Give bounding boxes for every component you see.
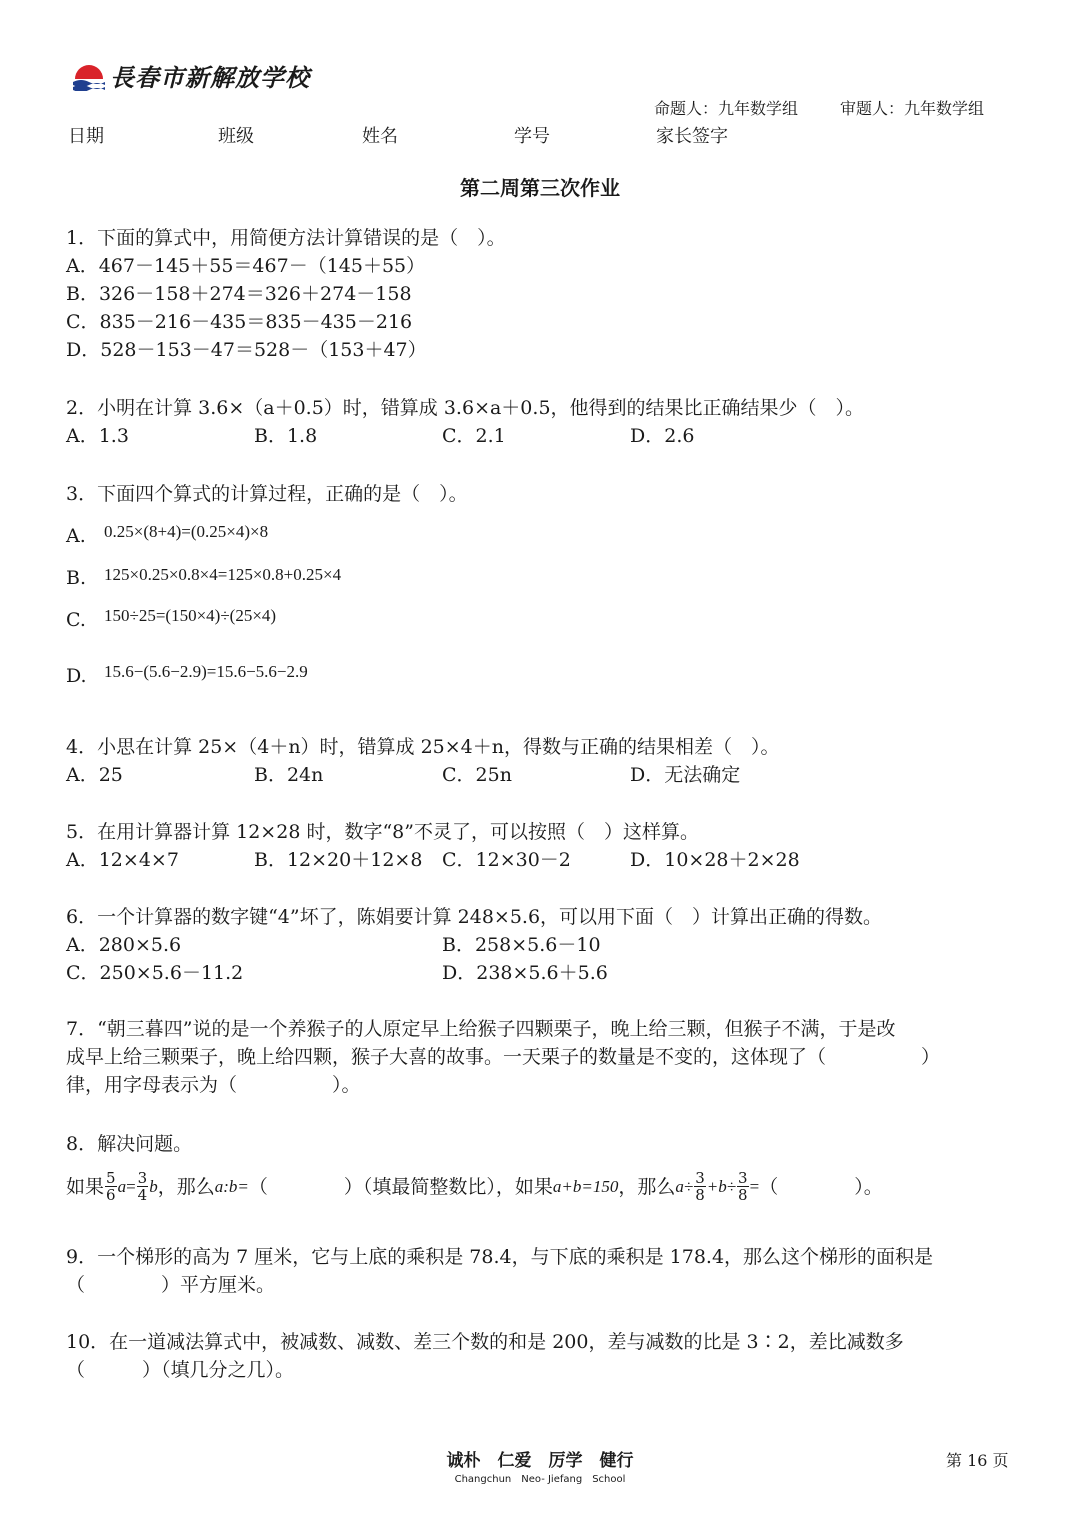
page-title: 第二周第三次作业 <box>460 176 620 200</box>
q3-stem: 3．下面四个算式的计算过程，正确的是（ ）。 <box>66 483 468 505</box>
q4-option-b: B．24n <box>254 764 324 786</box>
q10-line-2: （ ）（填几分之几）。 <box>66 1359 295 1381</box>
q6-stem: 6．一个计算器的数字键“4”坏了，陈娟要计算 248×5.6，可以用下面（ ）计算出正确的得数。 <box>66 906 883 928</box>
q2-option-b: B．1.8 <box>254 425 318 447</box>
q3-letter-b: B. <box>66 567 87 589</box>
q8-f4-num: 3 <box>738 1169 748 1187</box>
q1-option-d: D．528－153－47＝528－（153＋47） <box>66 339 427 361</box>
q8-equals-2: = <box>749 1176 760 1196</box>
q3-formula-b: 125×0.25×0.8×4=125×0.8+0.25×4 <box>104 565 342 584</box>
q8-fraction-5-6 <box>105 1170 117 1203</box>
page-number: 第 16 页 <box>946 1451 1009 1470</box>
q3-letter-a: A. <box>66 525 86 547</box>
q8-var-b: b <box>149 1176 158 1196</box>
q8-fraction-3-4 <box>137 1170 149 1203</box>
q8-blank-1: （ ）（填最简整数比），如果 <box>248 1175 553 1198</box>
q9-line-2: （ ）平方厘米。 <box>66 1274 276 1296</box>
q2-option-c: C．2.1 <box>442 425 506 447</box>
footer-motto: 诚朴 仁爱 厉学 健行 <box>446 1451 634 1471</box>
q6-option-c: C．250×5.6－11.2 <box>66 962 244 984</box>
q8-f4-den: 8 <box>738 1186 748 1204</box>
q5-option-b: B．12×20＋12×8 <box>254 849 423 871</box>
q8-div-b: +b÷ <box>706 1176 737 1196</box>
q3-formula-c: 150÷25=(150×4)÷(25×4) <box>104 606 277 625</box>
q8-f1-num: 5 <box>106 1169 116 1187</box>
q2-option-d: D．2.6 <box>630 425 695 447</box>
q8-f3-den: 8 <box>695 1186 705 1204</box>
q10-line-1: 10．在一道减法算式中，被减数、减数、差三个数的和是 200，差与减数的比是 3∶2，差比减数多 <box>66 1331 904 1353</box>
q9-line-1: 9．一个梯形的高为 7 厘米，它与上底的乘积是 78.4，与下底的乘积是 178.4，那么这个梯形的面积是 <box>66 1246 934 1268</box>
q8-body <box>66 1170 883 1203</box>
q1-option-a: A．467－145＋55＝467－（145＋55） <box>66 255 426 277</box>
q1-stem: 1．下面的算式中，用简便方法计算错误的是（ ）。 <box>66 227 506 249</box>
q1-option-c: C．835－216－435＝835－435－216 <box>66 311 413 333</box>
q8-fraction-3-8-a <box>694 1170 706 1203</box>
q8-sum-expr: a+b=150 <box>552 1176 619 1196</box>
q3-letter-d: D. <box>66 665 87 687</box>
q8-stem: 8．解决问题。 <box>66 1133 193 1155</box>
school-name: 長春市新解放学校 <box>110 63 310 92</box>
author-label: 命题人：九年数学组 <box>654 99 799 118</box>
q3-letter-c: C. <box>66 609 86 631</box>
field-date: 日期 <box>68 126 104 147</box>
q8-f2-num: 3 <box>137 1169 148 1187</box>
q8-div-a: a÷ <box>675 1176 694 1196</box>
q8-text-then-2: ，那么 <box>618 1175 676 1198</box>
q8-f2-den: 4 <box>137 1186 148 1204</box>
reviewer-label: 审题人：九年数学组 <box>840 99 985 118</box>
field-parent-signature: 家长签字 <box>656 126 728 147</box>
q1-option-b: B．326－158＋274＝326＋274－158 <box>66 283 412 305</box>
q3-formula-d: 15.6−(5.6−2.9)=15.6−5.6−2.9 <box>104 662 308 681</box>
footer-school-english: Changchun Neo- Jiefang School <box>454 1474 626 1485</box>
q8-equals: = <box>126 1176 136 1196</box>
q4-option-a: A．25 <box>66 764 123 786</box>
school-emblem-icon <box>72 61 106 91</box>
field-class: 班级 <box>218 126 254 147</box>
q8-fraction-3-8-b <box>737 1170 749 1203</box>
q8-f1-den: 6 <box>106 1186 116 1204</box>
field-student-id: 学号 <box>514 126 550 147</box>
q3-formula-a: 0.25×(8+4)=(0.25×4)×8 <box>104 522 269 541</box>
q5-stem: 5．在用计算器计算 12×28 时，数字“8”不灵了，可以按照（ ）这样算。 <box>66 821 699 843</box>
q6-option-a: A．280×5.6 <box>66 934 182 956</box>
q5-option-c: C．12×30－2 <box>442 849 571 871</box>
q5-option-d: D．10×28＋2×28 <box>630 849 800 871</box>
q4-option-c: C．25n <box>442 764 512 786</box>
q6-option-b: B．258×5.6－10 <box>442 934 601 956</box>
q2-option-a: A．1.3 <box>66 425 129 447</box>
q8-f3-num: 3 <box>695 1169 705 1187</box>
q2-stem: 2．小明在计算 3.6×（a＋0.5）时，错算成 3.6×a＋0.5，他得到的结果比正确结果少（ ）。 <box>66 397 865 419</box>
q8-var-a: a <box>117 1176 127 1196</box>
q8-blank-2: （ ）。 <box>759 1175 883 1198</box>
q8-text-if: 如果 <box>66 1175 105 1198</box>
q7-line-1: 7．“朝三暮四”说的是一个养猴子的人原定早上给猴子四颗栗子，晚上给三颗，但猴子不满，于是改 <box>66 1018 896 1040</box>
q4-stem: 4．小思在计算 25×（4＋n）时，错算成 25×4＋n，得数与正确的结果相差（ ）。 <box>66 736 780 758</box>
q5-option-a: A．12×4×7 <box>66 849 179 871</box>
q4-option-d: D．无法确定 <box>630 764 741 786</box>
school-logo <box>72 58 310 93</box>
q8-text-then: ，那么 <box>157 1175 215 1198</box>
q6-option-d: D．238×5.6＋5.6 <box>442 962 608 984</box>
q7-line-2: 成早上给三颗栗子，晚上给四颗，猴子大喜的故事。一天栗子的数量是不变的，这体现了（ ） <box>66 1046 941 1068</box>
field-name: 姓名 <box>362 126 398 147</box>
q8-ratio-expr: a:b= <box>214 1176 249 1196</box>
q7-line-3: 律，用字母表示为（ ）。 <box>66 1074 361 1096</box>
